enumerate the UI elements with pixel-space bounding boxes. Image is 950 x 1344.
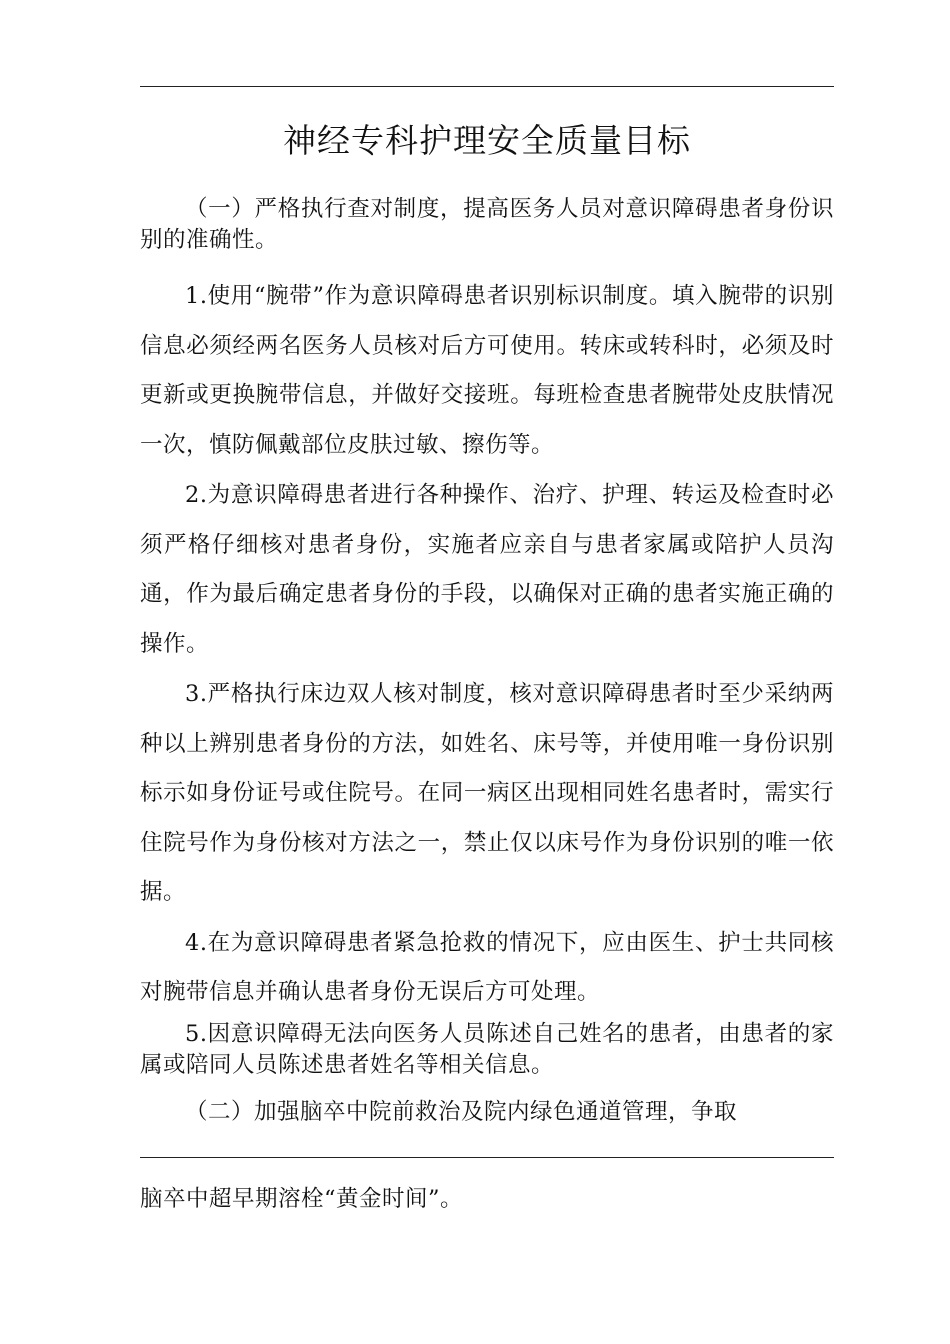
document-body: [140, 194, 834, 1144]
paragraph-item-3: 3.严格执行床边双人核对制度，核对意识障碍患者时至少采纳两种以上辨别患者身份的方法，如姓名、床号等，并使用唯一身份识别标示如身份证号或住院号。在同一病区出现相同姓名患者时，需实行住院号作为身份核对方法之一，禁止仅以床号作为身份识别的唯一依据。: [140, 681, 834, 905]
paragraph-item-1: 1.使用“腕带”作为意识障碍患者识别标识制度。填入腕带的识别信息必须经两名医务人员核对后方可使用。转床或转科时，必须及时更新或更换腕带信息，并做好交接班。每班检查患者腕带处皮肤情况一次，慎防佩戴部位皮肤过敏、擦伤等。: [140, 283, 834, 458]
section-heading-2: （二）加强脑卒中院前救治及院内绿色通道管理，争取: [185, 1098, 738, 1125]
paragraph-item-4: 4.在为意识障碍患者紧急抢救的情况下，应由医生、护士共同核对腕带信息并确认患者身份无误后方可处理。: [140, 929, 834, 1005]
section-heading-1: （一）严格执行查对制度，提高医务人员对意识障碍患者身份识别的准确性。: [140, 196, 834, 253]
paragraph-item-2: 2.为意识障碍患者进行各种操作、治疗、护理、转运及检查时必须严格仔细核对患者身份，实施者应亲自与患者家属或陪护人员沟通，作为最后确定患者身份的手段，以确保对正确的患者实施正确的操作。: [140, 482, 834, 657]
document-title: 神经专科护理安全质量目标: [283, 121, 691, 160]
paragraph-item-5: 5.因意识障碍无法向医务人员陈述自己姓名的患者，由患者的家属或陪同人员陈述患者姓名等相关信息。: [140, 1020, 834, 1078]
footer-continuation-text: 脑卒中超早期溶栓“黄金时间”。: [140, 1186, 464, 1212]
header-rule: [140, 86, 834, 87]
footer-rule: [140, 1157, 834, 1158]
